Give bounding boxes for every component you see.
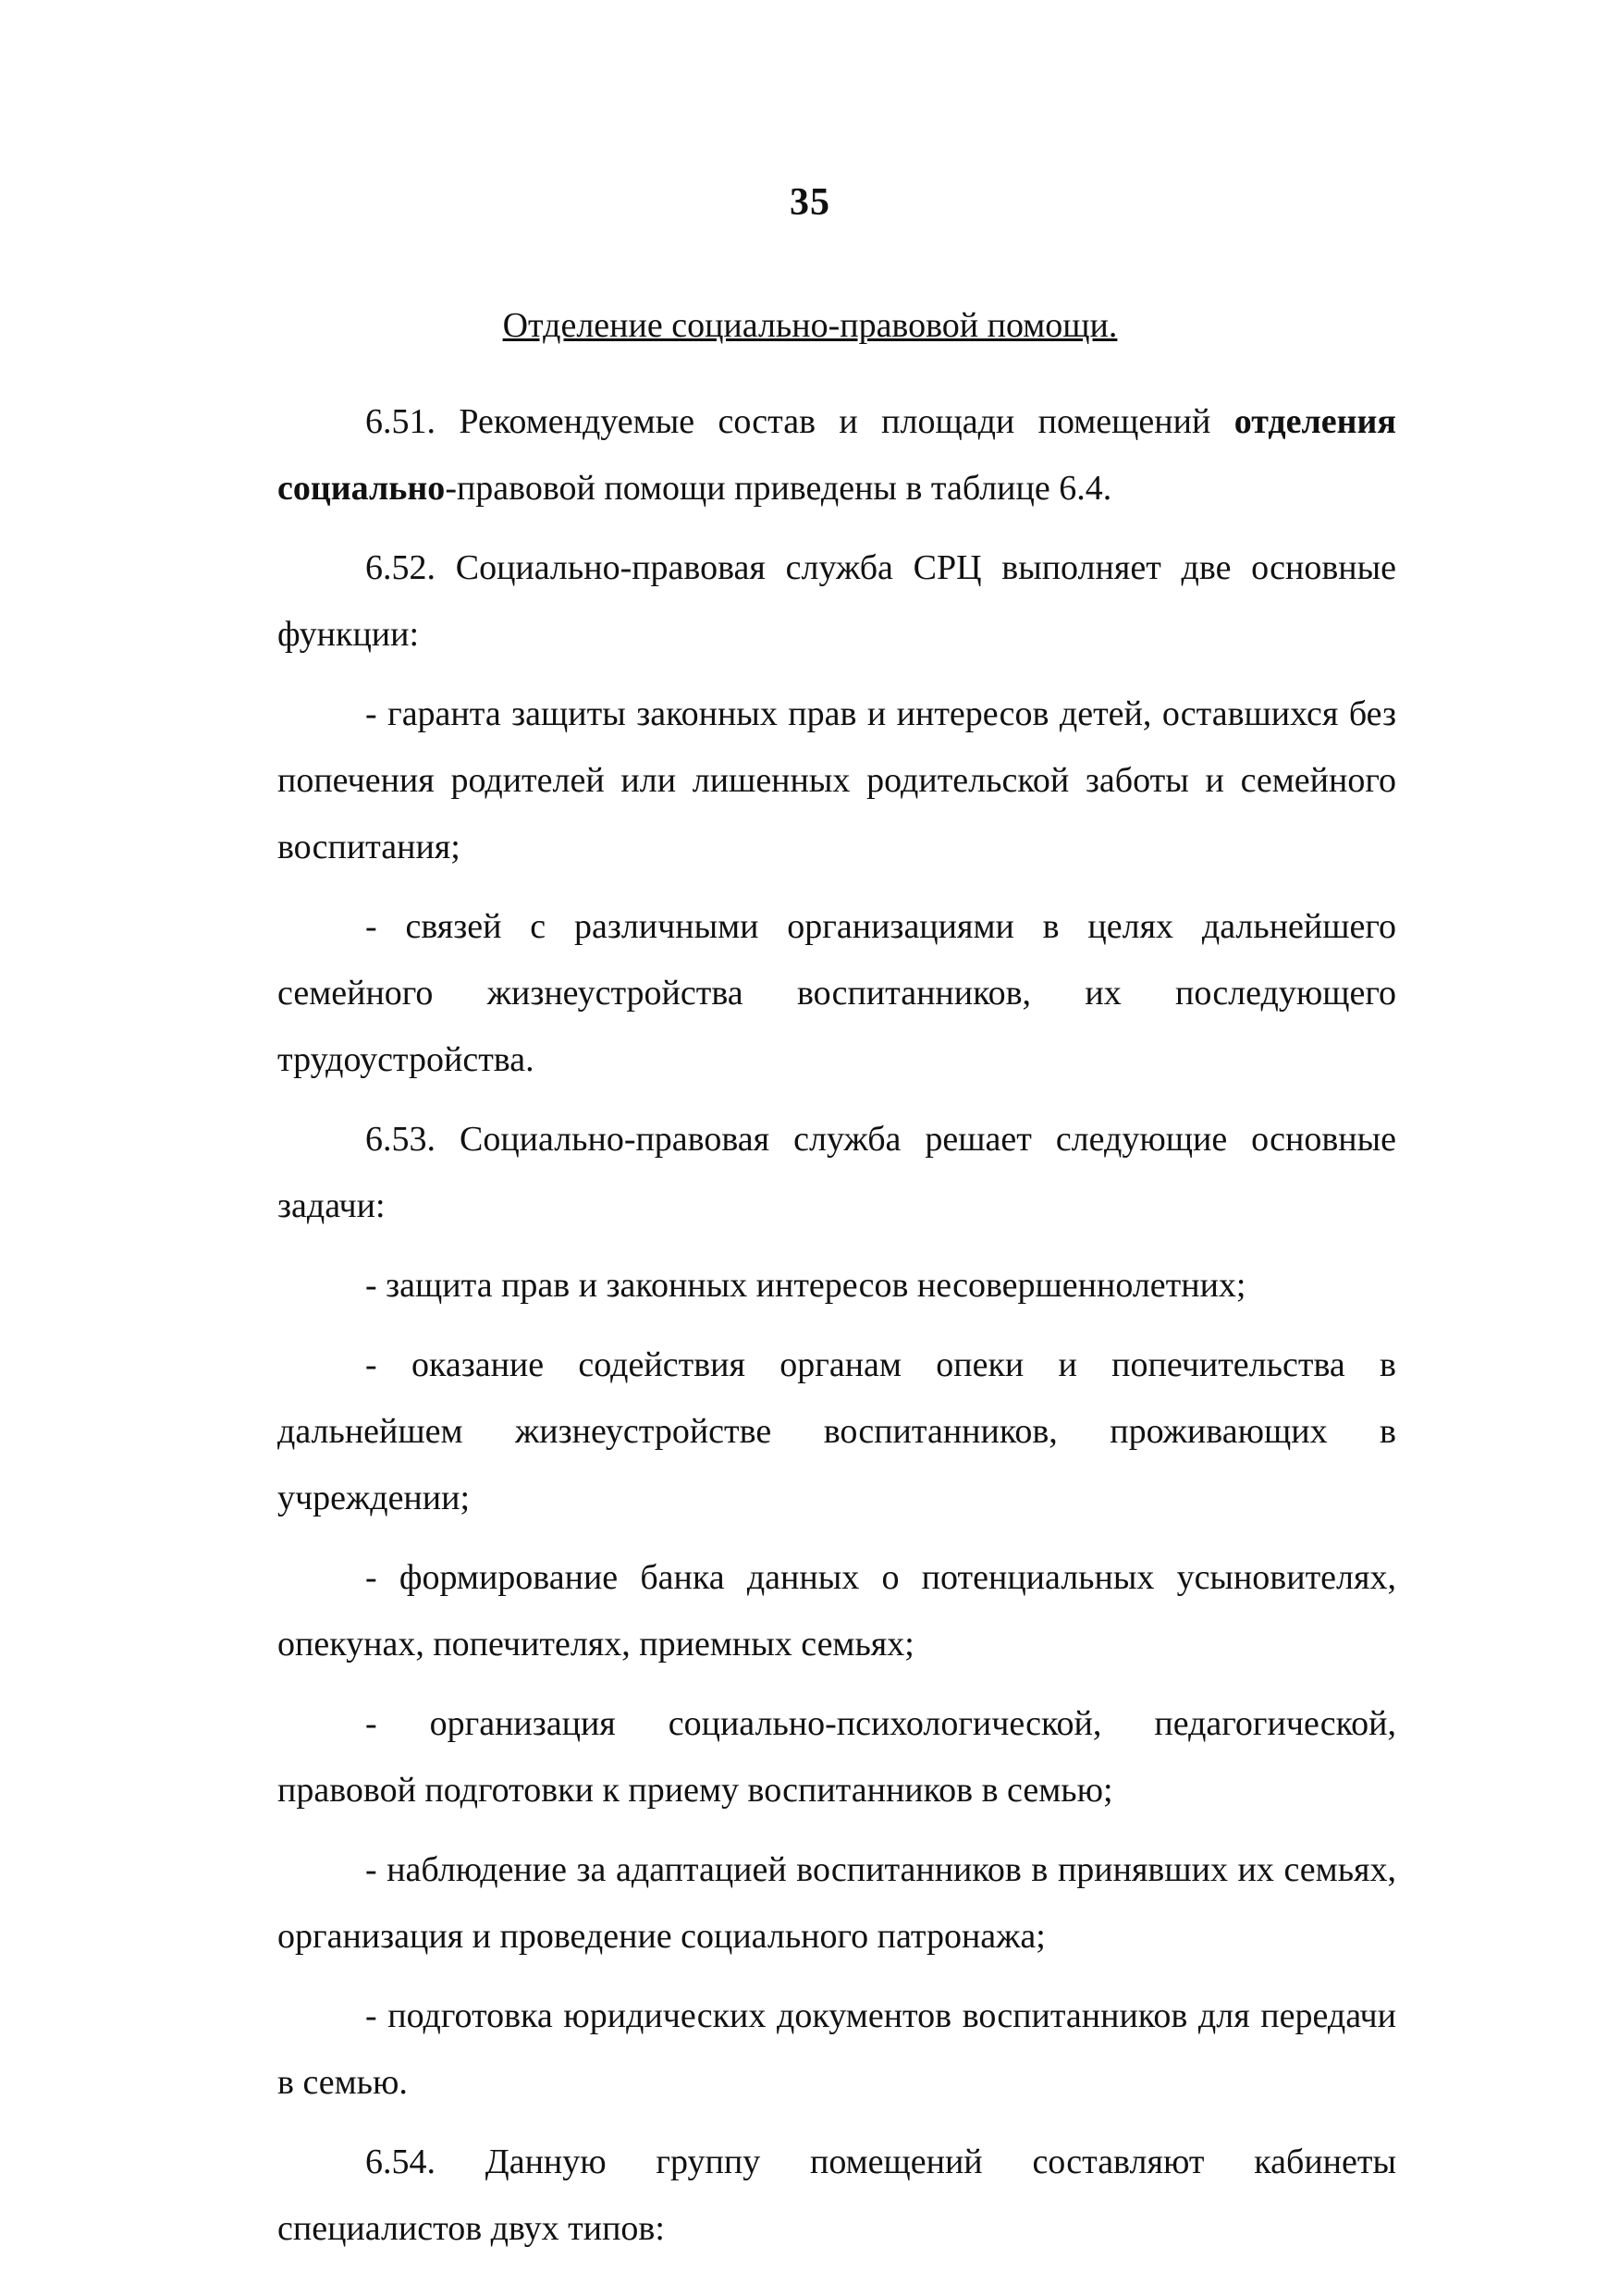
task-item-2: - оказание содействия органам опеки и попечительства в дальнейшем жизнеустройстве воспитанников, проживающих в учреждении; (277, 1345, 1396, 1517)
document-body (277, 388, 1396, 2275)
paragraph-6-51-lead: 6.51. Рекомендуемые состав и площади помещений (365, 402, 1234, 441)
task-item-6: - подготовка юридических документов воспитанников для передачи в семью. (277, 1996, 1396, 2102)
task-item-4: - организация социально-психологической, педагогической, правовой подготовки к приему воспитанников в семью; (277, 1704, 1396, 1810)
paragraph-6-51-tail: -правовой помощи приведены в таблице 6.4. (445, 469, 1112, 508)
paragraph-6-53: 6.53. Социально-правовая служба решает следующие основные задачи: (277, 1120, 1396, 1225)
paragraph-6-52: 6.52. Социально-правовая служба СРЦ выполняет две основные функции: (277, 548, 1396, 654)
function-item-1: - гаранта защиты законных прав и интересов детей, оставшихся без попечения родителей или лишенных родительской заботы и семейного воспитания; (277, 694, 1396, 866)
task-item-5: - наблюдение за адаптацией воспитанников в принявших их семьях, организация и проведение социального патронажа; (277, 1850, 1396, 1956)
paragraph-6-51 (277, 388, 1396, 522)
function-item-2: - связей с различными организациями в целях дальнейшего семейного жизнеустройства воспитанников, их последующего трудоустройства. (277, 907, 1396, 1079)
task-item-1: - защита прав и законных интересов несовершеннолетних; (365, 1266, 1246, 1305)
paragraph-6-54: 6.54. Данную группу помещений составляют кабинеты специалистов двух типов: (277, 2143, 1396, 2248)
section-title: Отделение социально-правовой помощи. (502, 306, 1118, 345)
paragraph-6-51-bold: отделения социально (277, 402, 1396, 508)
page-number: 35 (790, 181, 830, 224)
task-item-3: - формирование банка данных о потенциальных усыновителях, опекунах, попечителях, приемных семьях; (277, 1558, 1396, 1664)
